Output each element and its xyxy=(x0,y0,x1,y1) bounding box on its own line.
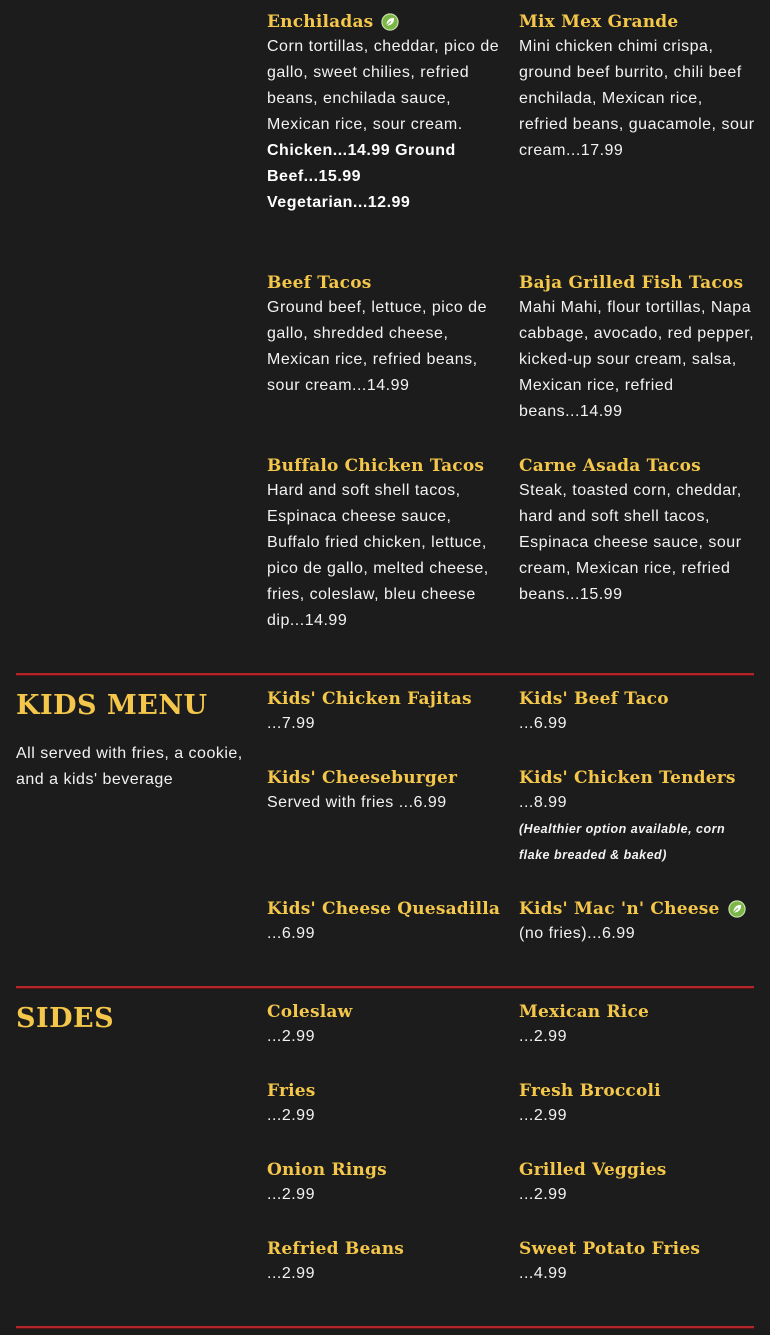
menu-item-kids-mac-n-cheese xyxy=(519,897,755,947)
menu-item-coleslaw xyxy=(267,1000,503,1050)
leaf-icon xyxy=(381,13,399,31)
menu-item-name: Kids' Cheeseburger xyxy=(267,768,458,788)
menu-item-name: Kids' Chicken Fajitas xyxy=(267,689,472,709)
menu-item-kids-beef-taco xyxy=(519,687,755,737)
menu-item-buffalo-chicken-tacos xyxy=(267,454,503,634)
menu-item-price: ...2.99 xyxy=(267,1107,315,1124)
menu-item-name: Kids' Mac 'n' Cheese xyxy=(519,899,720,919)
section-title: SIDES xyxy=(16,1003,115,1034)
menu-item-name: Kids' Beef Taco xyxy=(519,689,669,709)
section-divider xyxy=(16,1326,754,1328)
section-title: KIDS MENU xyxy=(16,690,208,721)
menu-item-name: Buffalo Chicken Tacos xyxy=(267,456,485,476)
menu-item-price: ...2.99 xyxy=(519,1186,567,1203)
menu-item-mexican-rice xyxy=(519,1000,755,1050)
menu-item-name: Kids' Cheese Quesadilla xyxy=(267,899,501,919)
section-divider xyxy=(16,673,754,675)
section-divider xyxy=(16,986,754,988)
menu-item-name: Coleslaw xyxy=(267,1002,353,1022)
menu-item-description: Steak, toasted corn, cheddar, hard and soft shell tacos, Espinaca cheese sauce, sour cream, Mexican rice, refried beans...15.99 xyxy=(519,482,742,603)
menu-item-description: Mini chicken chimi crispa, ground beef burrito, chili beef enchilada, Mexican rice, refried beans, guacamole, sour cream...17.99 xyxy=(519,38,755,159)
menu-item-name: Baja Grilled Fish Tacos xyxy=(519,273,744,293)
menu-item-price: ...2.99 xyxy=(267,1186,315,1203)
menu-item-enchiladas xyxy=(267,10,503,216)
menu-item-name: Carne Asada Tacos xyxy=(519,456,701,476)
menu-item-name: Sweet Potato Fries xyxy=(519,1239,701,1259)
menu-item-carne-asada-tacos xyxy=(519,454,755,608)
menu-item-refried-beans xyxy=(267,1237,503,1287)
menu-item-fresh-broccoli xyxy=(519,1079,755,1129)
menu-item-prices-vegetarian: Vegetarian...12.99 xyxy=(267,194,411,211)
menu-item-price: ...6.99 xyxy=(519,715,567,732)
menu-item-name: Kids' Chicken Tenders xyxy=(519,768,736,788)
menu-item-beef-tacos xyxy=(267,271,503,399)
menu-item-price: ...2.99 xyxy=(519,1107,567,1124)
menu-item-price: ...8.99 xyxy=(519,794,567,811)
menu-item-price: ...6.99 xyxy=(267,925,315,942)
menu-item-description: Hard and soft shell tacos, Espinaca cheese sauce, Buffalo fried chicken, lettuce, pico de gallo, melted cheese, fries, coleslaw, bleu cheese dip...14.99 xyxy=(267,482,489,629)
menu-item-kids-chicken-tenders xyxy=(519,766,755,868)
menu-item-kids-cheese-quesadilla xyxy=(267,897,503,947)
menu-item-description: Mahi Mahi, flour tortillas, Napa cabbage, avocado, red pepper, kicked-up sour cream, salsa, Mexican rice, refried beans...14.99 xyxy=(519,299,755,420)
menu-item-kids-cheeseburger xyxy=(267,766,503,816)
section-description: All served with fries, a cookie, and a kids' beverage xyxy=(16,745,243,788)
menu-item-price: ...2.99 xyxy=(267,1265,315,1282)
menu-item-name: Onion Rings xyxy=(267,1160,387,1180)
menu-item-onion-rings xyxy=(267,1158,503,1208)
menu-item-price: ...4.99 xyxy=(519,1265,567,1282)
menu-item-grilled-veggies xyxy=(519,1158,755,1208)
menu-item-mix-mex-grande xyxy=(519,10,755,164)
menu-item-note: (Healthier option available, corn flake breaded & baked) xyxy=(519,822,726,862)
menu-item-kids-chicken-fajitas xyxy=(267,687,503,737)
leaf-icon xyxy=(728,900,746,918)
menu-item-fries xyxy=(267,1079,503,1129)
menu-item-description: Corn tortillas, cheddar, pico de gallo, sweet chilies, refried beans, enchilada sauce, Mexican rice, sour cream. xyxy=(267,38,500,133)
menu-item-name: Fries xyxy=(267,1081,316,1101)
menu-item-name: Refried Beans xyxy=(267,1239,405,1259)
menu-item-name: Beef Tacos xyxy=(267,273,372,293)
menu-item-name: Fresh Broccoli xyxy=(519,1081,661,1101)
menu-item-prices: Chicken...14.99 Ground Beef...15.99 xyxy=(267,142,456,185)
menu-item-description: Served with fries ...6.99 xyxy=(267,794,447,811)
menu-item-description: (no fries)...6.99 xyxy=(519,925,636,942)
menu-item-sweet-potato-fries xyxy=(519,1237,755,1287)
menu-item-price: ...2.99 xyxy=(519,1028,567,1045)
menu-item-description: Ground beef, lettuce, pico de gallo, shredded cheese, Mexican rice, refried beans, sour cream...14.99 xyxy=(267,299,487,394)
menu-item-name: Enchiladas xyxy=(267,12,374,32)
menu-item-price: ...2.99 xyxy=(267,1028,315,1045)
menu-item-price: ...7.99 xyxy=(267,715,315,732)
menu-item-name: Mexican Rice xyxy=(519,1002,650,1022)
menu-item-name: Grilled Veggies xyxy=(519,1160,667,1180)
menu-item-name: Mix Mex Grande xyxy=(519,12,679,32)
menu-item-baja-grilled-fish-tacos xyxy=(519,271,755,425)
